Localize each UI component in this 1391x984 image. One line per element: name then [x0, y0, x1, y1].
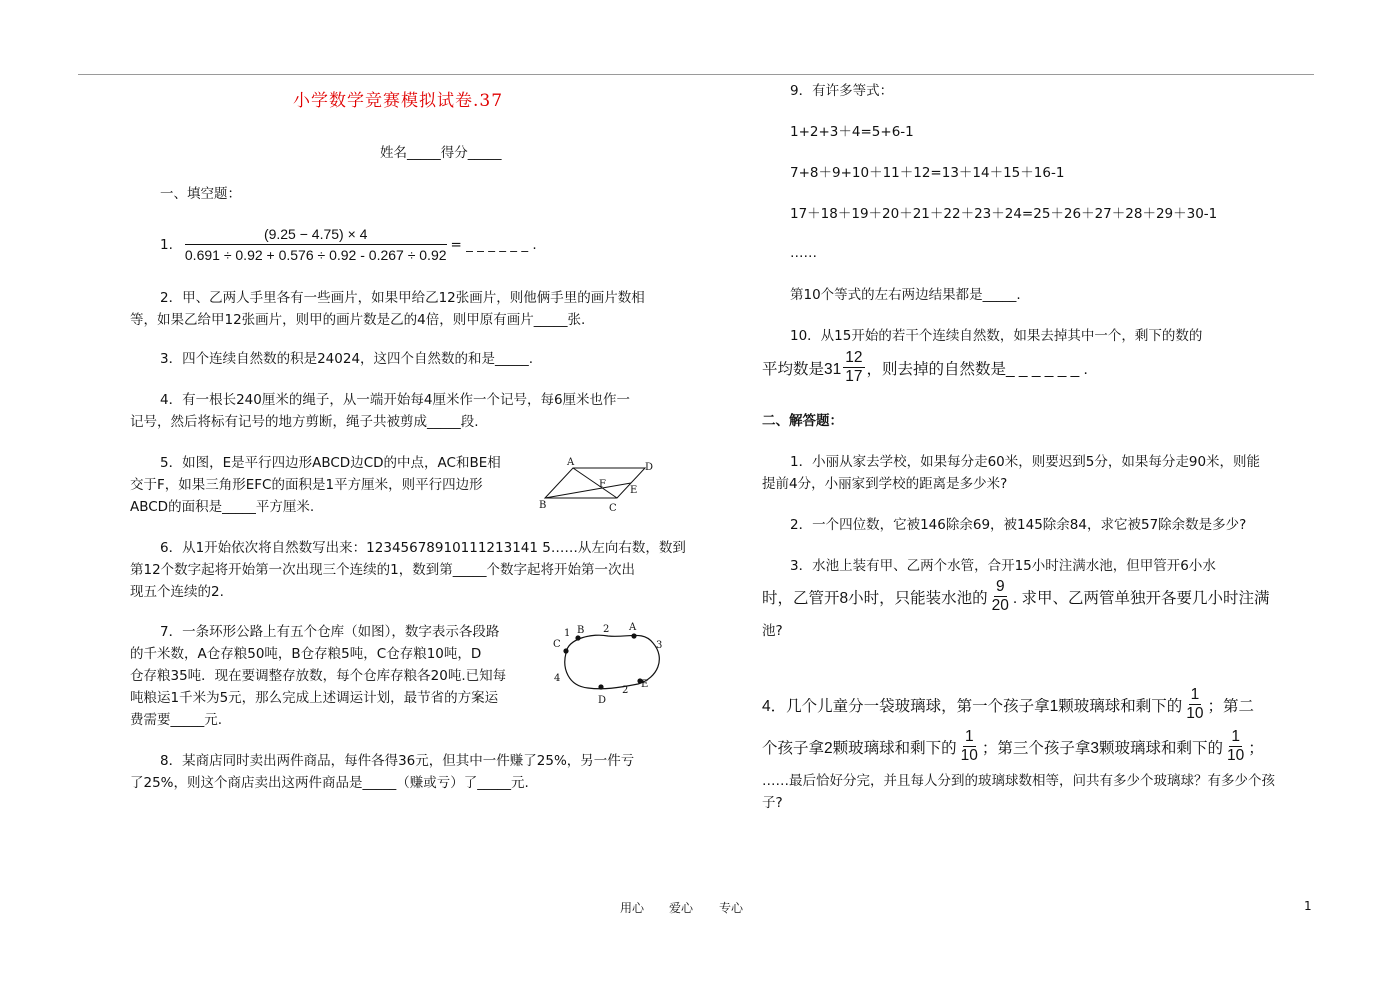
- question-6-line-1: 6．从1开始依次将自然数写出来：12345678910111213141 5……从左向右数，数到: [160, 540, 686, 556]
- a4-denominator-1: 10: [1186, 705, 1204, 722]
- fig7-label-c: C: [553, 639, 561, 650]
- answer-q4-line-1: [762, 686, 1254, 723]
- question-5-line-3: ABCD的面积是_____平方厘米.: [130, 499, 315, 515]
- question-7-line-1: 7．一条环形公路上有五个仓库（如图），数字表示各段路: [160, 624, 500, 640]
- fig5-label-d: D: [645, 462, 654, 473]
- question-4-line-2: 记号，然后将标有记号的地方剪断，绳子共被剪成_____段.: [130, 414, 479, 430]
- fig7-label-d: D: [598, 695, 607, 706]
- fig5-label-f: F: [599, 479, 606, 490]
- question-8-line-1: 8．某商店同时卖出两件商品，每件各得36元，但其中一件赚了25%，另一件亏: [160, 753, 635, 769]
- q10-prefix: 平均数是31: [762, 360, 842, 378]
- footer-text-3: 专心: [719, 901, 744, 915]
- q1-answer-blank: = _ _ _ _ _ _ .: [450, 236, 537, 253]
- answer-q4-line-2: [762, 728, 1264, 765]
- a4-denominator-3: 10: [1227, 747, 1245, 764]
- question-10-line-2: [762, 349, 1088, 386]
- footer-text-1: 用心: [620, 901, 645, 915]
- a4-fraction-2: [959, 728, 980, 765]
- answer-q3-line-2: [762, 578, 1270, 615]
- fig7-label-4: 4: [554, 673, 561, 684]
- a3-fraction: [990, 578, 1011, 615]
- a4-prefix-1: 4．几个儿童分一袋玻璃球，第一个孩子拿1颗玻璃球和剩下的: [762, 697, 1183, 715]
- question-9-ask: 第10个等式的左右两边结果都是_____.: [790, 287, 1021, 303]
- question-2-line-2: 等，如果乙给甲12张画片，则甲的画片数是乙的4倍，则甲原有画片_____张.: [130, 312, 586, 328]
- q1-numerator: (9.25 − 4.75) × 4: [185, 224, 447, 245]
- fig7-label-2a: 2: [603, 624, 610, 635]
- fig7-label-a: A: [629, 622, 637, 633]
- fig7-label-3: 3: [656, 640, 663, 651]
- header-rule: [78, 74, 1314, 75]
- equation-1: 1+2+3＋4=5+6-1: [790, 124, 914, 140]
- a4-numerator-2: 1: [964, 728, 974, 745]
- q1-label: 1.: [160, 236, 173, 253]
- question-9-heading: 9．有许多等式：: [790, 83, 894, 99]
- fig7-label-1: 1: [564, 628, 571, 639]
- a4-numerator-1: 1: [1190, 686, 1200, 703]
- question-2-line-1: 2．甲、乙两人手里各有一些画片，如果甲给乙12张画片，则他俩手里的画片数相: [160, 290, 645, 306]
- equation-2: 7+8＋9+10＋11＋12=13＋14＋15＋16-1: [790, 165, 1065, 181]
- a3-suffix: . 求甲、乙两管单独开各要几小时注满: [1012, 589, 1270, 607]
- a3-denominator: 20: [991, 597, 1009, 614]
- answer-q2: 2．一个四位数，它被146除余69，被145除余84，求它被57除余数是多少?: [790, 517, 1247, 533]
- question-7-line-2: 的千米数，A仓存粮50吨，B仓存粮5吨，C仓存粮10吨，D: [130, 646, 482, 662]
- question-7-line-4: 吨粮运1千米为5元，那么完成上述调运计划，最节省的方案运: [130, 690, 499, 706]
- q1-denominator: 0.691 ÷ 0.92 + 0.576 ÷ 0.92 - 0.267 ÷ 0.92: [184, 247, 447, 263]
- equation-ellipsis: ……: [790, 245, 817, 261]
- fig5-label-e: E: [630, 485, 638, 496]
- a4-prefix-2: 个孩子拿2颗玻璃球和剩下的: [762, 739, 957, 757]
- equation-3: 17＋18＋19＋20＋21＋22＋23＋24=25＋26＋27＋28＋29＋30-1: [790, 206, 1218, 222]
- question-5-line-1: 5．如图，E是平行四边形ABCD边CD的中点，AC和BE相: [160, 455, 501, 471]
- answer-q3-line-3: 池?: [762, 623, 783, 639]
- q10-suffix: ，则去掉的自然数是_ _ _ _ _ _ .: [866, 360, 1088, 378]
- answer-q4-line-3: ……最后恰好分完，并且每人分到的玻璃球数相等，问共有多少个玻璃球？有多少个孩: [762, 773, 1275, 789]
- a4-fraction-3: [1225, 728, 1246, 765]
- fig5-label-c: C: [609, 503, 617, 514]
- a4-suffix-1: ；第二: [1207, 697, 1255, 715]
- a3-numerator: 9: [995, 578, 1005, 595]
- question-3: 3．四个连续自然数的积是24024，这四个自然数的和是_____.: [160, 351, 534, 367]
- a4-denominator-2: 10: [960, 747, 978, 764]
- a4-fraction-1: [1184, 686, 1205, 723]
- question-7-line-3: 仓存粮35吨．现在要调整存放数，每个仓库存粮各20吨.已知每: [130, 668, 507, 684]
- question-1: [160, 224, 537, 265]
- section-2-heading: 二、解答题：: [762, 413, 843, 429]
- a4-numerator-3: 1: [1231, 728, 1240, 745]
- q10-fraction: [843, 349, 864, 386]
- question-7-line-5: 费需要_____元.: [130, 712, 223, 728]
- question-6-line-3: 现五个连续的2.: [130, 584, 224, 600]
- page-number: 1: [1304, 899, 1312, 913]
- question-5-line-2: 交于F，如果三角形EFC的面积是1平方厘米，则平行四边形: [130, 477, 483, 493]
- q10-denominator: 17: [845, 368, 863, 385]
- parallelogram-figure: [535, 455, 665, 515]
- name-score-line: 姓名_____得分_____: [380, 145, 502, 161]
- question-10-line-1: 10．从15开始的若干个连续自然数，如果去掉其中一个，剩下的数的: [790, 328, 1203, 344]
- fig7-label-e: E: [641, 679, 649, 690]
- fig7-label-2b: 2: [622, 685, 629, 696]
- answer-q4-line-4: 子?: [762, 795, 783, 811]
- a4-suffix-2: ；: [1248, 739, 1264, 757]
- question-6-line-2: 第12个数字起将开始第一次出现三个连续的1，数到第_____个数字起将开始第一次出: [130, 562, 636, 578]
- ring-road-figure: [548, 618, 673, 710]
- question-8-line-2: 了25%，则这个商店卖出这两件商品是_____（赚或亏）了_____元.: [130, 775, 529, 791]
- q10-numerator: 12: [845, 349, 863, 366]
- q1-fraction: [185, 224, 447, 265]
- fig5-label-a: A: [567, 457, 575, 468]
- answer-q1-line-2: 提前4分，小丽家到学校的距离是多少米?: [762, 476, 1008, 492]
- fig5-label-b: B: [539, 500, 547, 511]
- question-4-line-1: 4．有一根长240厘米的绳子，从一端开始每4厘米作一个记号，每6厘米也作一: [160, 392, 631, 408]
- a3-prefix: 时，乙管开8小时，只能装水池的: [762, 589, 988, 607]
- answer-q3-line-1: 3．水池上装有甲、乙两个水管，合开15小时注满水池，但甲管开6小水: [790, 558, 1216, 574]
- fig7-label-b: B: [577, 625, 585, 636]
- page-title: 小学数学竞赛模拟试卷.37: [293, 91, 504, 111]
- section-1-heading: 一、填空题：: [160, 186, 241, 202]
- answer-q1-line-1: 1．小丽从家去学校，如果每分走60米，则要迟到5分，如果每分走90米，则能: [790, 454, 1261, 470]
- footer-text-2: 爱心: [669, 901, 694, 915]
- a4-middle-2: ；第三个孩子拿3颗玻璃球和剩下的: [981, 739, 1223, 757]
